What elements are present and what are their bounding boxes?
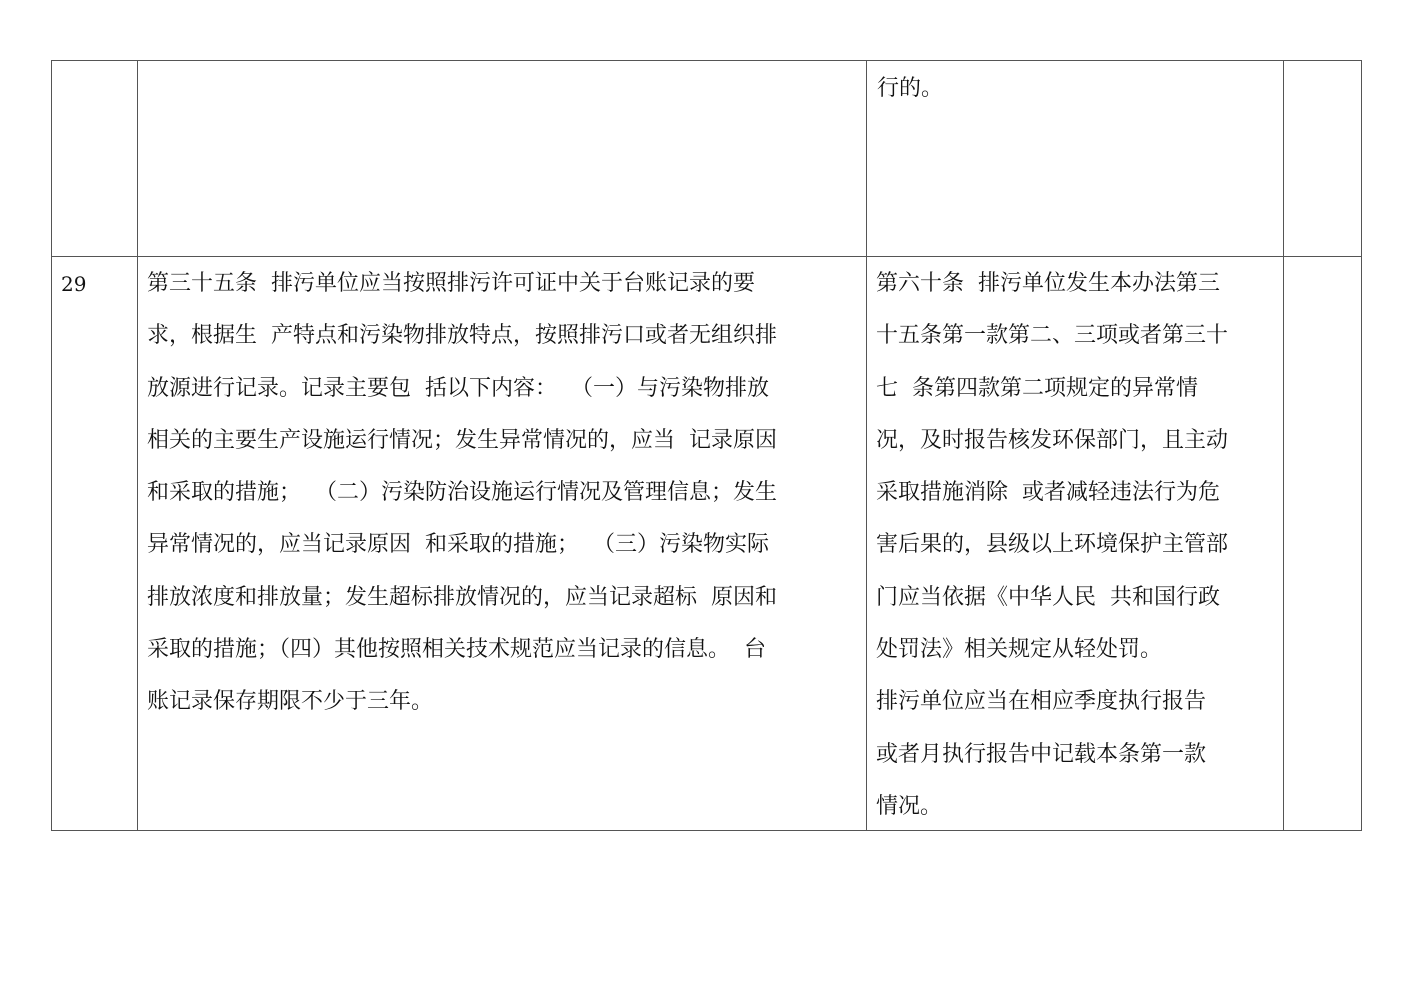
row1-col3-text: 行的。 [877, 76, 944, 101]
col2-line: 相关的主要生产设施运行情况；发生异常情况的，应当 记录原因 [147, 427, 777, 453]
row1-col3-cell [866, 60, 1283, 256]
col2-line: 排放浓度和排放量；发生超标排放情况的，应当记录超标 原因和 [147, 584, 777, 610]
col2-line: 和采取的措施； （二）污染防治设施运行情况及管理信息；发生 [147, 480, 777, 506]
col3-line: 第六十条 排污单位发生本办法第三 [876, 271, 1220, 296]
row1-col4-cell [1283, 60, 1362, 256]
col2-line: 求，根据生 产特点和污染物排放特点，按照排污口或者无组织排 [147, 323, 777, 349]
col2-line: 第三十五条 排污单位应当按照排污许可证中关于台账记录的要 [147, 271, 755, 296]
col3-line: 害后果的，县级以上环境保护主管部 [876, 532, 1229, 558]
col3-line: 情况。 [876, 793, 943, 819]
row1-col2-cell [137, 60, 866, 256]
col3-line: 况，及时报告核发环保部门，且主动 [876, 427, 1229, 453]
row1-number-cell [51, 60, 137, 256]
col2-line: 异常情况的，应当记录原因 和采取的措施； （三）污染物实际 [147, 532, 769, 558]
col3-line: 十五条第一款第二、三项或者第三十 [876, 323, 1229, 349]
row2-col3-text [876, 258, 1283, 833]
col3-line: 采取措施消除 或者减轻违法行为危 [876, 480, 1220, 506]
regulation-table [51, 60, 1362, 831]
col3-line: 排污单位应当在相应季度执行报告 [876, 689, 1207, 715]
row2-col2-text [147, 258, 866, 729]
col3-line: 七 条第四款第二项规定的异常情 [876, 375, 1198, 401]
col2-line: 采取的措施；（四）其他按照相关技术规范应当记录的信息。 台 [147, 637, 766, 663]
row2-col2-cell [137, 256, 866, 831]
row2-number: 29 [61, 272, 87, 296]
row2-col4-cell [1283, 256, 1362, 831]
col2-line: 账记录保存期限不少于三年。 [147, 689, 434, 715]
col2-line: 放源进行记录。记录主要包 括以下内容： （一）与污染物排放 [147, 375, 769, 401]
col3-line: 处罚法》相关规定从轻处罚。 [876, 637, 1163, 663]
col3-line: 或者月执行报告中记载本条第一款 [876, 741, 1207, 767]
col3-line: 门应当依据《中华人民 共和国行政 [876, 584, 1220, 610]
row2-number-cell [51, 256, 137, 831]
row2-col3-cell [866, 256, 1283, 831]
